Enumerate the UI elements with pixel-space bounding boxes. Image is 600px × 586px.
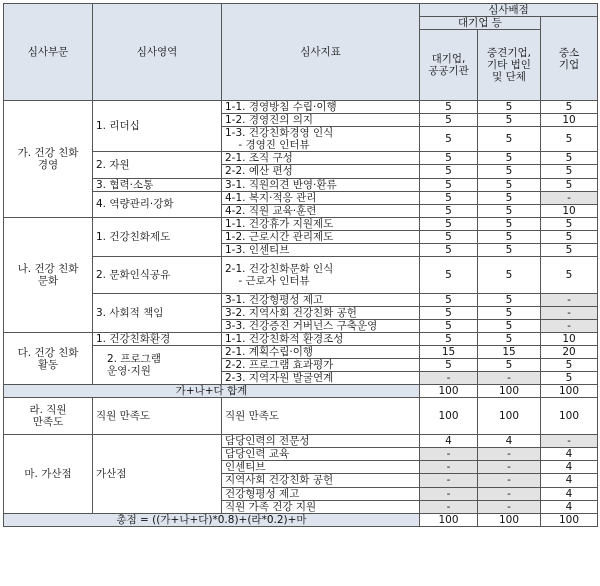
score-mid: - (478, 372, 541, 385)
score-small: 5 (541, 359, 598, 372)
indicator: 2-1. 계획수립·이행 (222, 346, 420, 359)
score-mid: 5 (478, 243, 541, 256)
score-mid: 5 (478, 165, 541, 178)
score-large: 5 (420, 204, 478, 217)
score-large: 5 (420, 127, 478, 152)
subtotal-label: 가+나+다 합계 (4, 385, 420, 398)
score-large: 5 (420, 332, 478, 345)
score-mid: 5 (478, 217, 541, 230)
score-large: 5 (420, 306, 478, 319)
table-row (4, 435, 598, 448)
table-row (4, 217, 598, 230)
score-mid: 5 (478, 178, 541, 191)
indicator: 지역사회 건강친화 공헌 (222, 474, 420, 487)
table-row (4, 332, 598, 345)
area-ra: 직원 만족도 (93, 398, 222, 435)
score-large: - (420, 474, 478, 487)
header-large-etc: 대기업 등 (420, 17, 541, 30)
indicator: 3-2. 지역사회 건강친화 공헌 (222, 306, 420, 319)
score-mid: 100 (478, 398, 541, 435)
score-large: 5 (420, 165, 478, 178)
total-mid: 100 (478, 513, 541, 526)
area-na-2: 2. 문화인식공유 (93, 256, 222, 293)
subtotal-mid: 100 (478, 385, 541, 398)
score-small: 10 (541, 332, 598, 345)
score-small: 4 (541, 487, 598, 500)
score-small: 5 (541, 256, 598, 293)
score-large: - (420, 487, 478, 500)
score-large: 5 (420, 230, 478, 243)
score-mid: 4 (478, 435, 541, 448)
indicator: 1-1. 건강휴가 지원제도 (222, 217, 420, 230)
score-small: 5 (541, 152, 598, 165)
score-small: - (541, 293, 598, 306)
score-large: - (420, 500, 478, 513)
total-small: 100 (541, 513, 598, 526)
score-large: 5 (420, 319, 478, 332)
score-mid: 5 (478, 114, 541, 127)
score-small: - (541, 191, 598, 204)
score-small: 10 (541, 114, 598, 127)
area-ga-1: 1. 리더십 (93, 101, 222, 152)
score-small: 100 (541, 398, 598, 435)
score-large: 5 (420, 243, 478, 256)
score-small: 5 (541, 165, 598, 178)
score-large: - (420, 372, 478, 385)
indicator: 3-1. 직원의견 반영·환류 (222, 178, 420, 191)
indicator: 1-3. 인센티브 (222, 243, 420, 256)
header-col-mid: 중견기업, 기타 법인 및 단체 (478, 30, 541, 101)
division-ra: 라. 직원 만족도 (4, 398, 93, 435)
score-mid: 5 (478, 152, 541, 165)
score-mid: 15 (478, 346, 541, 359)
indicator: 3-1. 건강형평성 제고 (222, 293, 420, 306)
score-mid: 5 (478, 101, 541, 114)
score-small: 5 (541, 230, 598, 243)
score-large: 5 (420, 293, 478, 306)
score-small: 20 (541, 346, 598, 359)
indicator: 1-3. 건강친화경영 인식 - 경영진 인터뷰 (222, 127, 420, 152)
subtotal-small: 100 (541, 385, 598, 398)
area-ga-4: 4. 역량관리·강화 (93, 191, 222, 217)
score-small: 4 (541, 500, 598, 513)
indicator: 직원 만족도 (222, 398, 420, 435)
score-mid: 5 (478, 256, 541, 293)
area-da-2: 2. 프로그램 운영·지원 (93, 346, 222, 385)
indicator: 1-1. 경영방침 수립·이행 (222, 101, 420, 114)
table-row (4, 101, 598, 114)
score-large: - (420, 448, 478, 461)
score-large: 5 (420, 114, 478, 127)
header-score: 심사배점 (420, 4, 598, 17)
header-area: 심사영역 (93, 4, 222, 101)
indicator: 직원 가족 건강 지원 (222, 500, 420, 513)
table-row (4, 293, 598, 306)
indicator: 담당인력 교육 (222, 448, 420, 461)
score-mid: 5 (478, 204, 541, 217)
indicator: 2-3. 지역자원 발굴연계 (222, 372, 420, 385)
score-small: 5 (541, 127, 598, 152)
subtotal-row (4, 385, 598, 398)
indicator: 2-2. 예산 편성 (222, 165, 420, 178)
score-small: 10 (541, 204, 598, 217)
score-small: 5 (541, 178, 598, 191)
score-large: 5 (420, 191, 478, 204)
score-mid: 5 (478, 230, 541, 243)
table-row (4, 152, 598, 165)
table-row (4, 191, 598, 204)
table-row (4, 346, 598, 359)
area-na-3: 3. 사회적 책임 (93, 293, 222, 332)
division-na: 나. 건강 친화 문화 (4, 217, 93, 332)
indicator: 4-2. 직원 교육·훈련 (222, 204, 420, 217)
score-small: 5 (541, 217, 598, 230)
score-large: 100 (420, 398, 478, 435)
header-division: 심사부문 (4, 4, 93, 101)
area-ga-2: 2. 자원 (93, 152, 222, 178)
score-small: - (541, 306, 598, 319)
score-small: 4 (541, 474, 598, 487)
score-large: 5 (420, 152, 478, 165)
area-da-1: 1. 건강친화환경 (93, 332, 222, 345)
table-row (4, 256, 598, 268)
score-small: 5 (541, 101, 598, 114)
division-da: 다. 건강 친화 활동 (4, 332, 93, 384)
score-mid: - (478, 461, 541, 474)
indicator: 3-3. 건강증진 거버넌스 구축운영 (222, 319, 420, 332)
score-large: - (420, 461, 478, 474)
indicator: 2-2. 프로그램 효과평가 (222, 359, 420, 372)
area-ma: 가산점 (93, 435, 222, 513)
header-col-large: 대기업, 공공기관 (420, 30, 478, 101)
indicator: 1-1. 건강친화적 환경조성 (222, 332, 420, 345)
indicator: 4-1. 복지·적응 관리 (222, 191, 420, 204)
score-mid: 5 (478, 319, 541, 332)
score-table (3, 3, 598, 527)
score-small: 4 (541, 461, 598, 474)
score-mid: 5 (478, 293, 541, 306)
score-small: - (541, 435, 598, 448)
score-small: - (541, 319, 598, 332)
score-large: 5 (420, 178, 478, 191)
indicator: 2-1. 건강친화문화 인식 - 근로자 인터뷰 (222, 256, 420, 293)
table-row (4, 398, 598, 435)
score-mid: 5 (478, 306, 541, 319)
score-small: 5 (541, 243, 598, 256)
area-na-1: 1. 건강친화제도 (93, 217, 222, 256)
indicator: 1-2. 근로시간 관리제도 (222, 230, 420, 243)
score-mid: 5 (478, 191, 541, 204)
score-mid: 5 (478, 127, 541, 152)
indicator: 2-1. 조직 구성 (222, 152, 420, 165)
score-large: 4 (420, 435, 478, 448)
score-mid: 5 (478, 332, 541, 345)
division-ma: 마. 가산점 (4, 435, 93, 513)
indicator: 인센티브 (222, 461, 420, 474)
subtotal-large: 100 (420, 385, 478, 398)
score-large: 5 (420, 217, 478, 230)
score-large: 5 (420, 359, 478, 372)
score-mid: - (478, 487, 541, 500)
score-large: 5 (420, 101, 478, 114)
score-mid: 5 (478, 359, 541, 372)
score-mid: - (478, 474, 541, 487)
total-row (4, 513, 598, 526)
score-mid: - (478, 500, 541, 513)
area-ga-3: 3. 협력·소통 (93, 178, 222, 191)
table-row (4, 178, 598, 191)
score-mid: - (478, 448, 541, 461)
score-large: 15 (420, 346, 478, 359)
indicator: 1-2. 경영진의 의지 (222, 114, 420, 127)
division-ga: 가. 건강 친화 경영 (4, 101, 93, 218)
score-small: 4 (541, 448, 598, 461)
indicator: 담당인력의 전문성 (222, 435, 420, 448)
score-large: 5 (420, 256, 478, 293)
score-small: 5 (541, 372, 598, 385)
total-large: 100 (420, 513, 478, 526)
header-indicator: 심사지표 (222, 4, 420, 101)
total-label: 총점 = ((가+나+다)*0.8)+(라*0.2)+마 (4, 513, 420, 526)
header-col-small: 중소 기업 (541, 17, 598, 101)
indicator: 건강형평성 제고 (222, 487, 420, 500)
